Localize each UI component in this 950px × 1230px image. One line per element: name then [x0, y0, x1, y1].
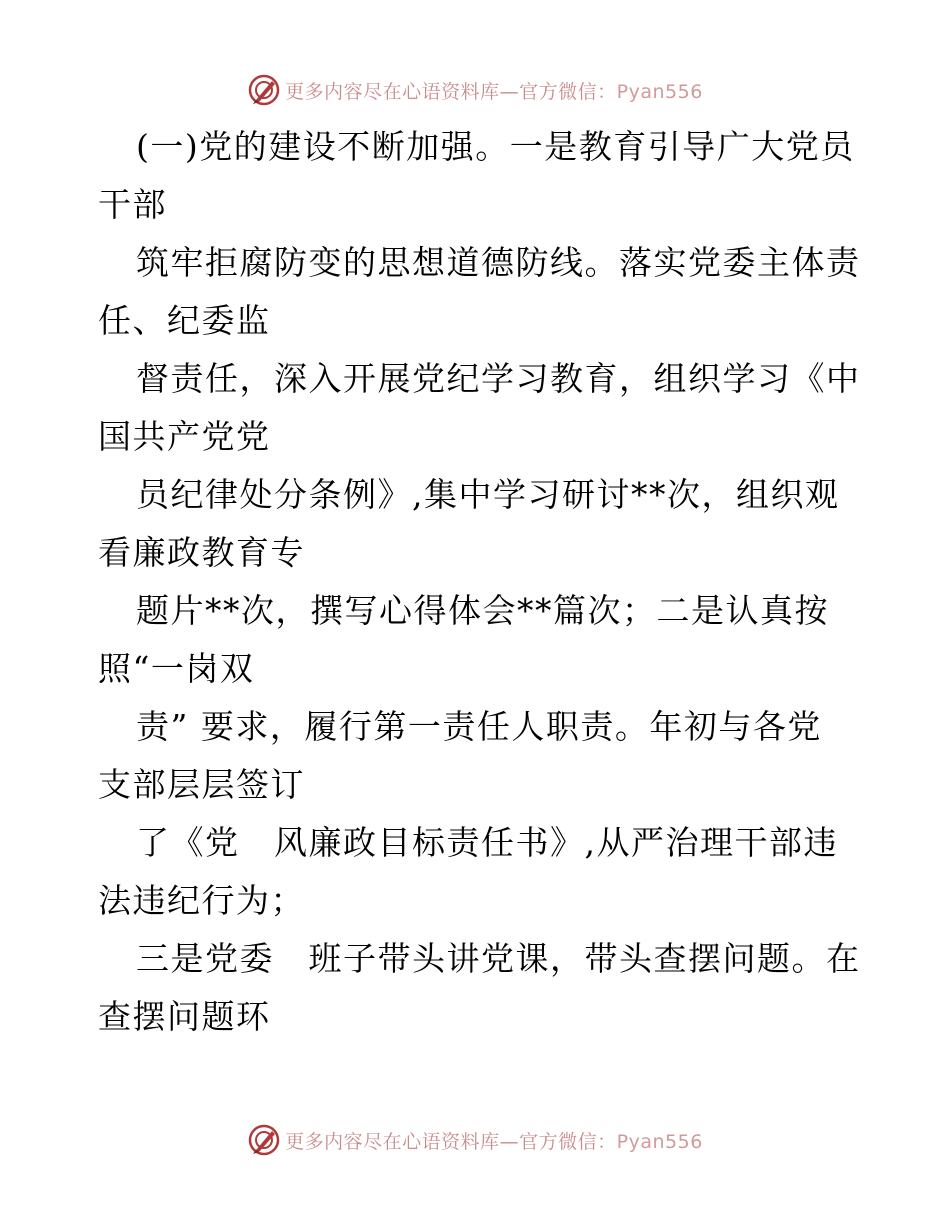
footer-watermark [0, 1120, 950, 1160]
text-line: 干部 [98, 185, 167, 224]
watermark-text: 更多内容尽在心语资料库—官方微信：Pyan556 [285, 80, 703, 103]
text-line: 员纪律处分条例》,集中学习研讨**次，组织观 [136, 475, 840, 514]
watermark-text: 更多内容尽在心语资料库—官方微信：Pyan556 [285, 1130, 703, 1153]
text-line: 看廉政教育专 [98, 533, 305, 572]
text-line: 照“一岗双 [98, 649, 255, 688]
text-line: 题片**次，撰写心得体会**篇次；二是认真按 [136, 591, 829, 630]
text-line: 了《党 风廉政目标责任书》,从严治理干部违 [136, 823, 838, 862]
text-line: (一)党的建设不断加强。一是教育引导广大党员 [136, 127, 855, 166]
pen-logo-icon [247, 73, 281, 107]
text-line: 督责任，深入开展党纪学习教育，组织学习《中 [136, 359, 861, 398]
text-line: 任、纪委监 [98, 301, 271, 340]
text-line: 查摆问题环 [98, 997, 271, 1036]
header-watermark [0, 70, 950, 110]
text-line: 三是党委 班子带头讲党课，带头查摆问题。在 [136, 939, 861, 978]
text-line: 责” 要求，履行第一责任人职责。年初与各党 [136, 707, 822, 746]
text-line: 筑牢拒腐防变的思想道德防线。落实党委主体责 [136, 243, 861, 282]
text-line: 国共产党党 [98, 417, 271, 456]
document-body [98, 118, 861, 1046]
text-line: 法违纪行为； [98, 881, 305, 920]
text-line: 支部层层签订 [98, 765, 305, 804]
pen-logo-icon [247, 1123, 281, 1157]
